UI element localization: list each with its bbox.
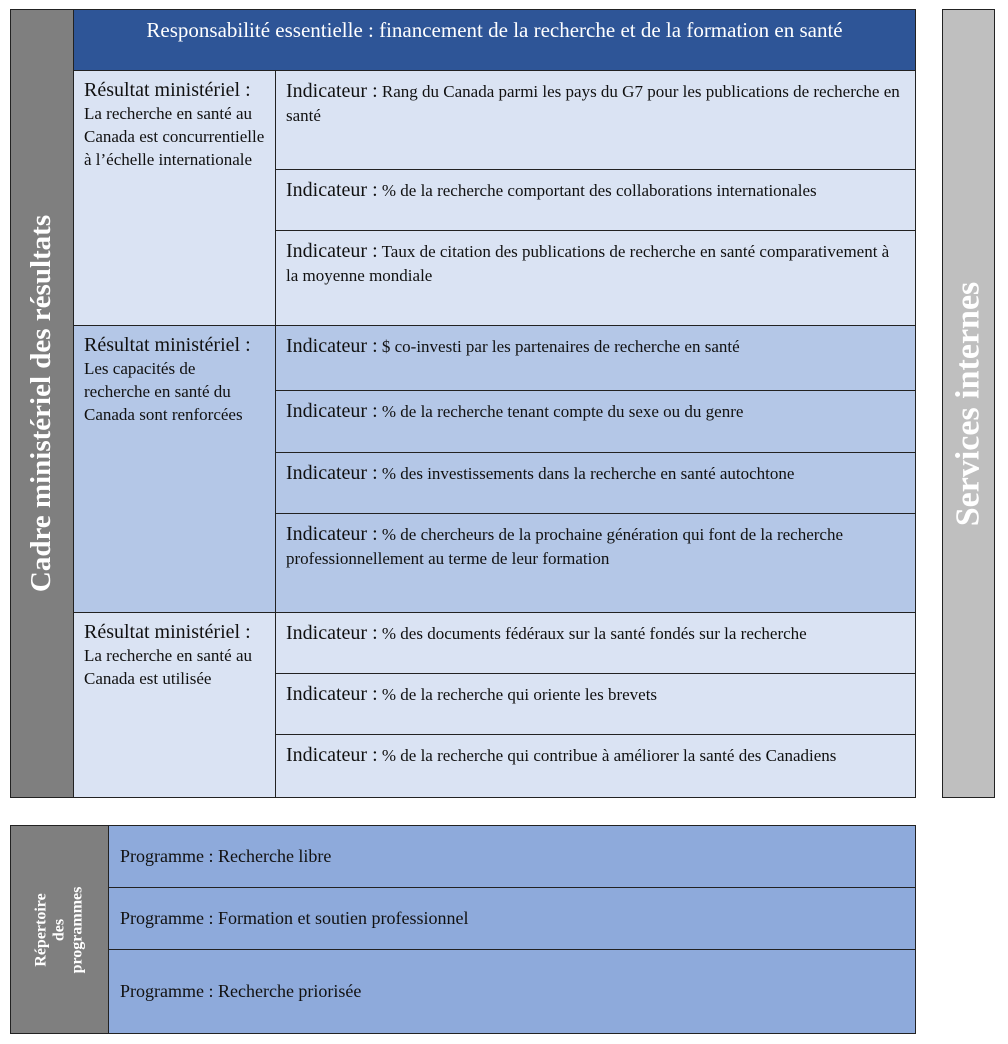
program-item-2 — [108, 887, 916, 950]
indicator-text: % de chercheurs de la prochaine génération qui font de la recherche professionnellement au terme de leur formation — [286, 525, 843, 568]
core-responsibility-text: Responsabilité essentielle : financement de la recherche et de la formation en santé — [146, 18, 843, 42]
result-1-prefix: Résultat ministériel : — [84, 79, 251, 101]
indicator-2-3 — [275, 452, 916, 514]
indicator-3-3 — [275, 734, 916, 798]
internal-services-text: Services internes — [949, 281, 987, 526]
indicator-2-4 — [275, 513, 916, 613]
program-item-1 — [108, 825, 916, 888]
program-inventory-side-label-text: Répertoire des programmes — [32, 886, 86, 973]
indicator-text: $ co-investi par les partenaires de recherche en santé — [381, 337, 740, 356]
framework-side-label — [10, 9, 74, 798]
program-label: Programme : Recherche libre — [120, 846, 332, 866]
indicator-3-2 — [275, 673, 916, 735]
indicator-text: % de la recherche qui oriente les brevets — [381, 685, 658, 704]
indicator-1-1 — [275, 70, 916, 170]
program-inventory-side-label — [10, 825, 109, 1034]
result-3-prefix: Résultat ministériel : — [84, 621, 251, 643]
indicator-prefix: Indicateur : — [286, 683, 378, 705]
internal-services-bar — [942, 9, 995, 798]
framework-side-label-text: Cadre ministériel des résultats — [25, 214, 58, 593]
result-2-prefix: Résultat ministériel : — [84, 334, 251, 356]
indicator-text: % de la recherche qui contribue à améliorer la santé des Canadiens — [381, 746, 837, 765]
departmental-result-2 — [73, 325, 276, 613]
indicator-text: % de la recherche tenant compte du sexe ou du genre — [381, 402, 744, 421]
departmental-result-3 — [73, 612, 276, 798]
indicator-text: Taux de citation des publications de recherche en santé comparativement à la moyenne mondiale — [286, 242, 890, 285]
indicator-text: Rang du Canada parmi les pays du G7 pour les publications de recherche en santé — [286, 82, 900, 125]
indicator-prefix: Indicateur : — [286, 179, 378, 201]
core-responsibility-header — [73, 9, 916, 71]
result-2-text: Les capacités de recherche en santé du Canada sont renforcées — [84, 359, 243, 424]
indicator-prefix: Indicateur : — [286, 622, 378, 644]
indicator-text: % des investissements dans la recherche en santé autochtone — [381, 464, 795, 483]
indicator-2-1 — [275, 325, 916, 391]
departmental-result-1 — [73, 70, 276, 326]
indicator-text: % de la recherche comportant des collaborations internationales — [381, 181, 817, 200]
indicator-1-3 — [275, 230, 916, 326]
program-label: Programme : Recherche priorisée — [120, 981, 362, 1001]
result-1-text: La recherche en santé au Canada est concurrentielle à l’échelle internationale — [84, 104, 265, 169]
indicator-prefix: Indicateur : — [286, 744, 378, 766]
indicator-text: % des documents fédéraux sur la santé fondés sur la recherche — [381, 624, 807, 643]
indicator-2-2 — [275, 390, 916, 453]
indicator-prefix: Indicateur : — [286, 523, 378, 545]
indicator-1-2 — [275, 169, 916, 231]
program-item-3 — [108, 949, 916, 1034]
program-label: Programme : Formation et soutien professionnel — [120, 908, 469, 928]
indicator-prefix: Indicateur : — [286, 240, 378, 262]
indicator-prefix: Indicateur : — [286, 462, 378, 484]
result-3-text: La recherche en santé au Canada est utilisée — [84, 646, 252, 688]
indicator-3-1 — [275, 612, 916, 674]
indicator-prefix: Indicateur : — [286, 80, 378, 102]
indicator-prefix: Indicateur : — [286, 335, 378, 357]
indicator-prefix: Indicateur : — [286, 400, 378, 422]
